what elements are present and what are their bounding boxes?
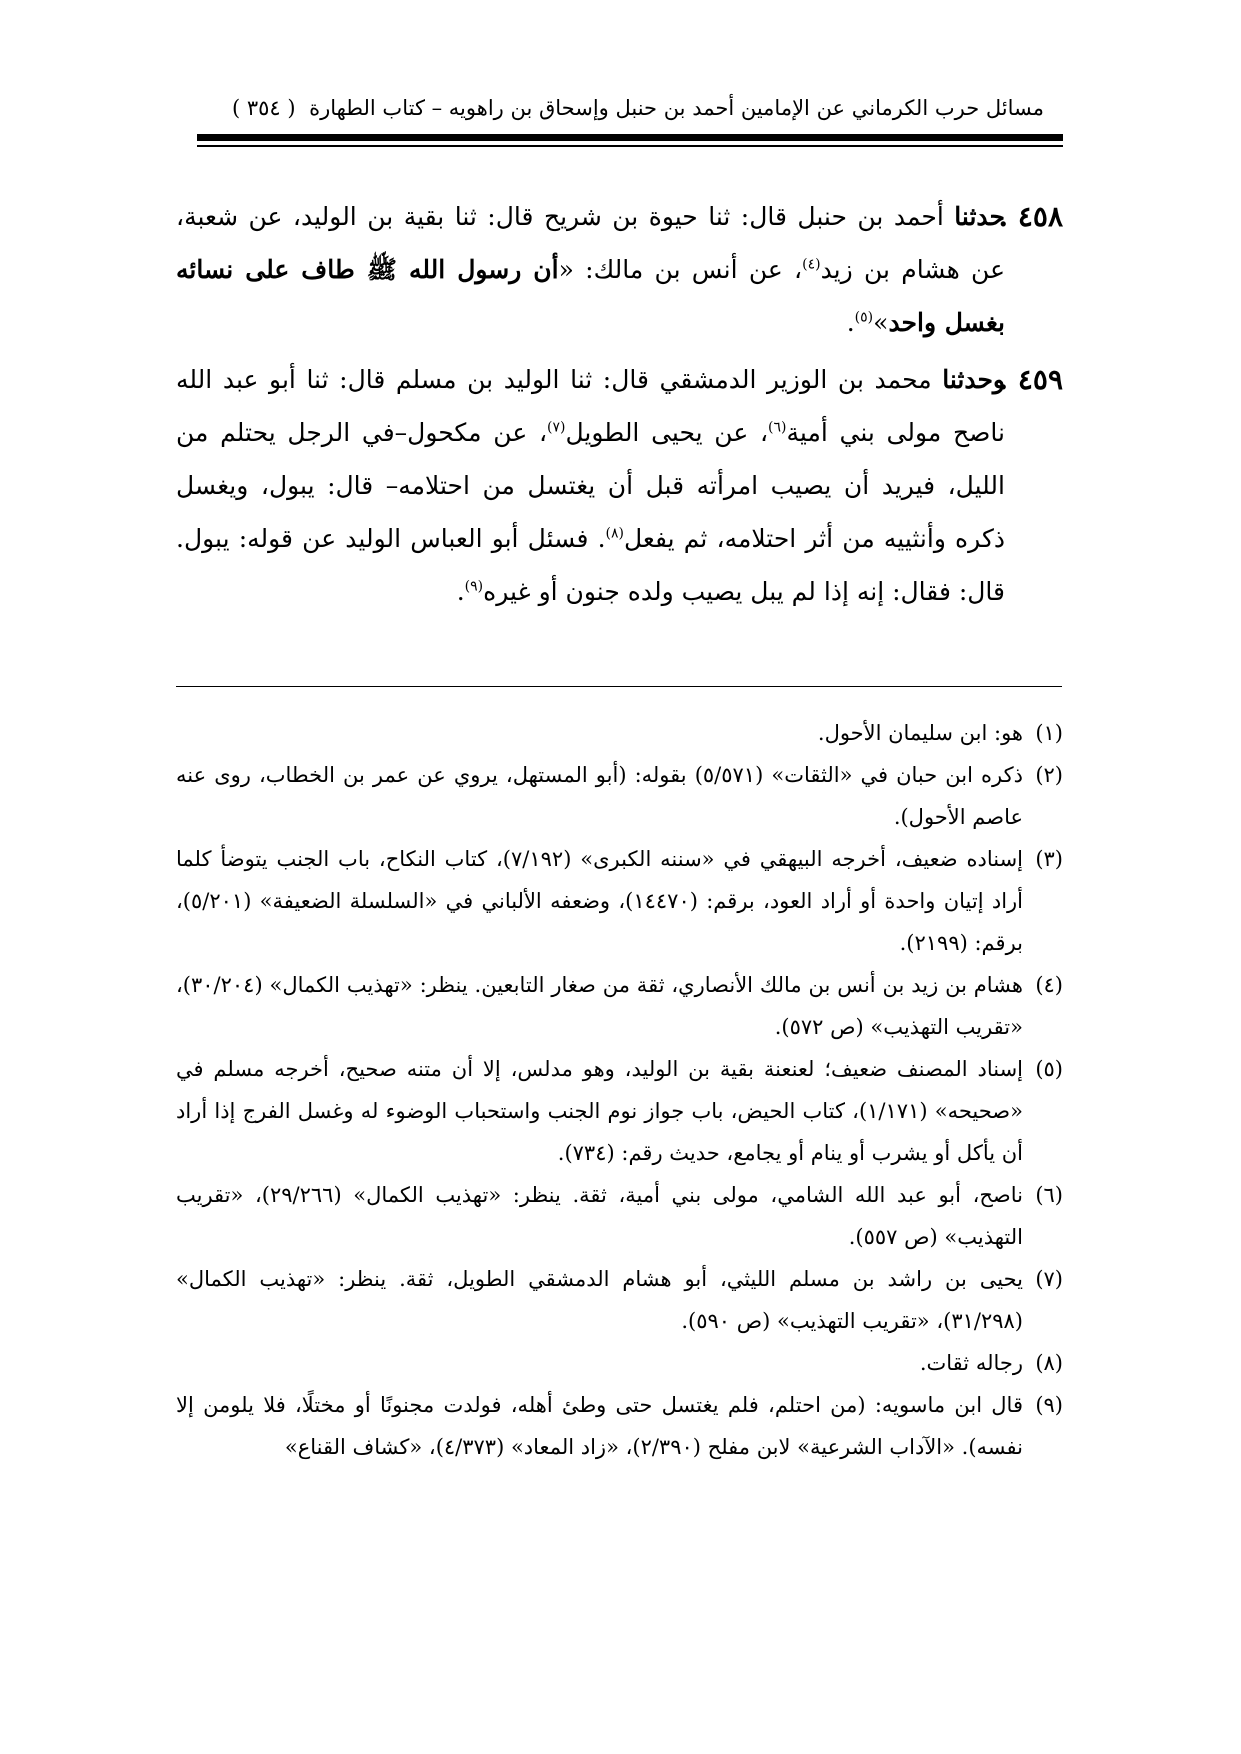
footnote-number: (١): [1035, 721, 1063, 745]
page-number: ( ٣٥٤ ): [232, 96, 296, 120]
footnote-ref[interactable]: (٦): [768, 419, 787, 436]
footnote-number: (٦): [1035, 1183, 1063, 1207]
entry-text: ، عن يحيى الطويل: [565, 418, 769, 447]
footnote-number: (٥): [1035, 1057, 1063, 1081]
entry-number: ٤٥٩ .: [998, 363, 1063, 396]
footnote-ref[interactable]: (٧): [547, 419, 566, 436]
entry-text: ، عن مكحول–في الرجل يحتلم من الليل، فيريد أن يصيب امرأته قبل أن يغتسل من احتلامه– قال: يبول، ويغسل ذكره وأنثييه من أثر احتلامه، ثم يفعل: [176, 418, 1005, 553]
entry-text: »: [873, 308, 889, 337]
entry-text: ، عن أنس بن مالك: «: [558, 255, 803, 284]
footnote-number: (٣): [1035, 847, 1063, 871]
footnote-ref[interactable]: (٨): [605, 525, 624, 542]
footnote-text: إسناد المصنف ضعيف؛ لعنعنة بقية بن الوليد، وهو مدلس، إلا أن متنه صحيح، أخرجه مسلم في «صحيحه» (١/١٧١)، كتاب الحيض، باب جواز نوم الجنب واستحباب الوضوء له وغسل الفرج إذا أراد أن يأكل أو يشرب أو ينام أو يجامع، حديث رقم: (٧٣٤).: [176, 1057, 1023, 1165]
entry-text: .: [846, 308, 855, 337]
hadith-entry-459: [176, 353, 1063, 618]
entry-lead: وحدثنا: [942, 365, 1005, 394]
footnote-number: (٩): [1035, 1393, 1063, 1417]
hadith-entry-458: [176, 190, 1063, 349]
footnote: [176, 1048, 1063, 1174]
footnote-separator: [176, 686, 1062, 687]
footnote-text: قال ابن ماسويه: (من احتلم، فلم يغتسل حتى وطئ أهله، فولدت مجنونًا أو مختلًا، فلا يلومن إلا نفسه). «الآداب الشرعية» لابن مفلح (٢/٣٩٠)، «زاد المعاد» (٤/٣٧٣)، «كشاف القناع»: [176, 1393, 1023, 1459]
entry-lead: حدثنا: [954, 202, 1005, 231]
footnote-text: هو: ابن سليمان الأحول.: [817, 721, 1023, 745]
footnote-ref[interactable]: (٤): [802, 256, 821, 273]
footnote: [176, 1342, 1063, 1384]
footnote-ref[interactable]: (٩): [464, 578, 484, 595]
entry-text: أحمد بن حنبل قال: ثنا حيوة بن شريح قال: ثنا بقية بن الوليد، عن شعبة، عن هشام بن زيد: [176, 202, 1005, 284]
footnote: [176, 1384, 1063, 1468]
footnote-text: يحيى بن راشد بن مسلم الليثي، أبو هشام الدمشقي الطويل، ثقة. ينظر: «تهذيب الكمال» (٣١/٢٩٨)، «تقريب التهذيب» (ص ٥٩٠).: [176, 1267, 1023, 1333]
header-title: مسائل حرب الكرماني عن الإمامين أحمد بن حنبل وإسحاق بن راهويه – كتاب الطهارة: [309, 96, 1044, 120]
footnote-number: (٢): [1035, 763, 1063, 787]
footnote: [176, 838, 1063, 964]
entry-text: .: [456, 577, 465, 606]
entry-text: . فسئل أبو العباس الوليد عن قوله: يبول. قال: فقال: إنه إذا لم يبل يصيب ولده جنون أو غيره: [176, 524, 1005, 606]
footnote: [176, 712, 1063, 754]
footnote: [176, 1258, 1063, 1342]
footnote-number: (٧): [1035, 1267, 1063, 1291]
header-rule-thick: [197, 134, 1063, 141]
footnote-text: ناصح، أبو عبد الله الشامي، مولى بني أمية، ثقة. ينظر: «تهذيب الكمال» (٢٩/٢٦٦)، «تقريب التهذيب» (ص ٥٥٧).: [176, 1183, 1023, 1249]
header-rule-thin: [197, 145, 1063, 147]
footnote: [176, 754, 1063, 838]
footnote: [176, 1174, 1063, 1258]
footnote-number: (٨): [1035, 1351, 1063, 1375]
hadith-matn: أن رسول الله ﷺ طاف على نسائه بغسل واحد: [176, 255, 1005, 337]
footnote-text: رجاله ثقات.: [919, 1351, 1023, 1375]
footnote-number: (٤): [1035, 973, 1063, 997]
footnotes: [176, 712, 1063, 1468]
footnote-text: هشام بن زيد بن أنس بن مالك الأنصاري، ثقة من صغار التابعين. ينظر: «تهذيب الكمال» (٣٠/٢٠٤)، «تقريب التهذيب» (ص ٥٧٢).: [176, 973, 1023, 1039]
running-header: [232, 88, 1044, 128]
main-text: [176, 190, 1063, 618]
footnote: [176, 964, 1063, 1048]
footnote-ref[interactable]: (٥): [854, 309, 874, 326]
footnote-text: إسناده ضعيف، أخرجه البيهقي في «سننه الكبرى» (٧/١٩٢)، كتاب النكاح، باب الجنب يتوضأ كلما أراد إتيان واحدة أو أراد العود، برقم: (١٤٤٧٠)، وضعفه الألباني في «السلسلة الضعيفة» (٥/٢٠١)، برقم: (٢١٩٩).: [176, 847, 1024, 955]
footnote-text: ذكره ابن حبان في «الثقات» (٥/٥٧١) بقوله: (أبو المستهل، يروي عن عمر بن الخطاب، روى عنه عاصم الأحول).: [176, 763, 1023, 829]
entry-number: ٤٥٨ .: [998, 200, 1063, 233]
entry-text: محمد بن الوزير الدمشقي قال: ثنا الوليد بن مسلم قال: ثنا أبو عبد الله ناصح مولى بني أمية: [176, 365, 1005, 447]
